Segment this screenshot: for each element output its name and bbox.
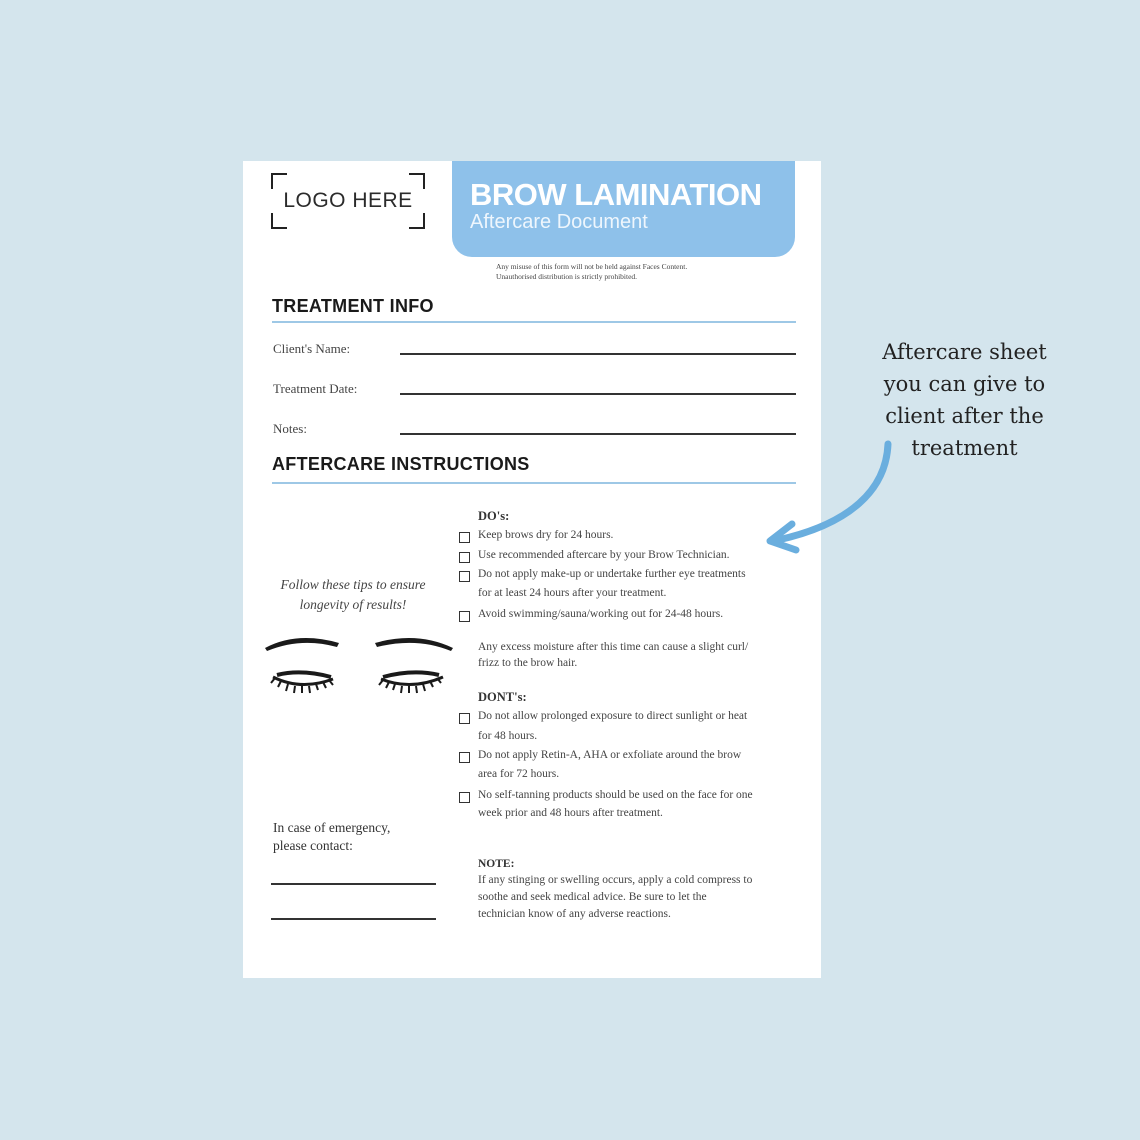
checkbox[interactable]	[459, 792, 470, 803]
emergency-contact-label	[273, 819, 443, 855]
treatment-info-heading: TREATMENT INFO	[272, 296, 434, 316]
closed-eyes-illustration	[261, 631, 457, 701]
checkbox[interactable]	[459, 571, 470, 582]
logo-corner-top-right	[409, 173, 425, 189]
do-item: Avoid swimming/sauna/working out for 24-48 hours.	[478, 608, 724, 620]
moisture-note: Any excess moisture after this time can cause a slight curl/	[478, 641, 749, 653]
dos-heading: DO's:	[478, 509, 510, 523]
dont-item: Do not allow prolonged exposure to direct sunlight or heat	[478, 710, 748, 722]
emergency-line: In case of emergency,	[273, 820, 391, 835]
tips-line: longevity of results!	[299, 597, 407, 612]
emergency-contact-field[interactable]	[271, 918, 436, 920]
title-banner	[452, 161, 795, 257]
left-eye-icon	[265, 638, 339, 693]
logo-placeholder	[271, 173, 425, 229]
note-text: soothe and seek medical advice. Be sure to let the	[478, 891, 707, 903]
note-text: If any stinging or swelling occurs, apply a cold compress to	[478, 874, 753, 886]
disclaimer	[496, 262, 766, 282]
callout-line: Aftercare sheet	[882, 340, 1047, 364]
treatment-date-label: Treatment Date:	[273, 381, 358, 396]
checkbox[interactable]	[459, 611, 470, 622]
checkbox[interactable]	[459, 752, 470, 763]
checkbox[interactable]	[459, 552, 470, 563]
document-subtitle: Aftercare Document	[470, 211, 648, 233]
section-divider	[272, 482, 796, 484]
treatment-date-field[interactable]	[400, 393, 796, 395]
do-item: Use recommended aftercare by your Brow Technician.	[478, 549, 730, 561]
emergency-contact-field[interactable]	[271, 883, 436, 885]
donts-heading: DONT's:	[478, 690, 527, 704]
tips-line: Follow these tips to ensure	[280, 577, 426, 592]
checkbox[interactable]	[459, 532, 470, 543]
disclaimer-line: Any misuse of this form will not be held against Faces Content.	[496, 262, 688, 271]
right-eye-icon	[375, 638, 453, 693]
disclaimer-line: Unauthorised distribution is strictly prohibited.	[496, 272, 638, 281]
aftercare-document	[243, 161, 821, 978]
do-item: Do not apply make-up or undertake further eye treatments	[478, 568, 746, 580]
moisture-note: frizz to the brow hair.	[478, 657, 578, 669]
dont-item-continued: week prior and 48 hours after treatment.	[478, 807, 663, 819]
section-divider	[272, 321, 796, 323]
callout-line: client after the	[885, 404, 1044, 428]
document-title: BROW LAMINATION	[470, 177, 762, 212]
dont-item-continued: for 48 hours.	[478, 730, 538, 742]
checkbox[interactable]	[459, 713, 470, 724]
do-item: Keep brows dry for 24 hours.	[478, 529, 614, 541]
logo-text: LOGO HERE	[283, 189, 413, 212]
curved-arrow-icon	[760, 440, 900, 560]
notes-label: Notes:	[273, 421, 307, 436]
client-name-label: Client's Name:	[273, 341, 351, 356]
notes-field[interactable]	[400, 433, 796, 435]
do-item-continued: for at least 24 hours after your treatment.	[478, 587, 667, 599]
logo-corner-bottom-right	[409, 213, 425, 229]
tips-text	[268, 575, 438, 615]
client-name-field[interactable]	[400, 353, 796, 355]
dont-item: No self-tanning products should be used on the face for one	[478, 789, 753, 801]
note-text: technician know of any adverse reactions.	[478, 908, 671, 920]
callout-line: treatment	[911, 436, 1018, 460]
logo-corner-top-left	[271, 173, 287, 189]
note-heading: NOTE:	[478, 858, 515, 870]
dont-item: Do not apply Retin-A, AHA or exfoliate around the brow	[478, 749, 742, 761]
dont-item-continued: area for 72 hours.	[478, 768, 560, 780]
emergency-line: please contact:	[273, 838, 353, 853]
callout-line: you can give to	[883, 372, 1046, 396]
aftercare-instructions-heading: AFTERCARE INSTRUCTIONS	[272, 454, 530, 474]
logo-corner-bottom-left	[271, 213, 287, 229]
